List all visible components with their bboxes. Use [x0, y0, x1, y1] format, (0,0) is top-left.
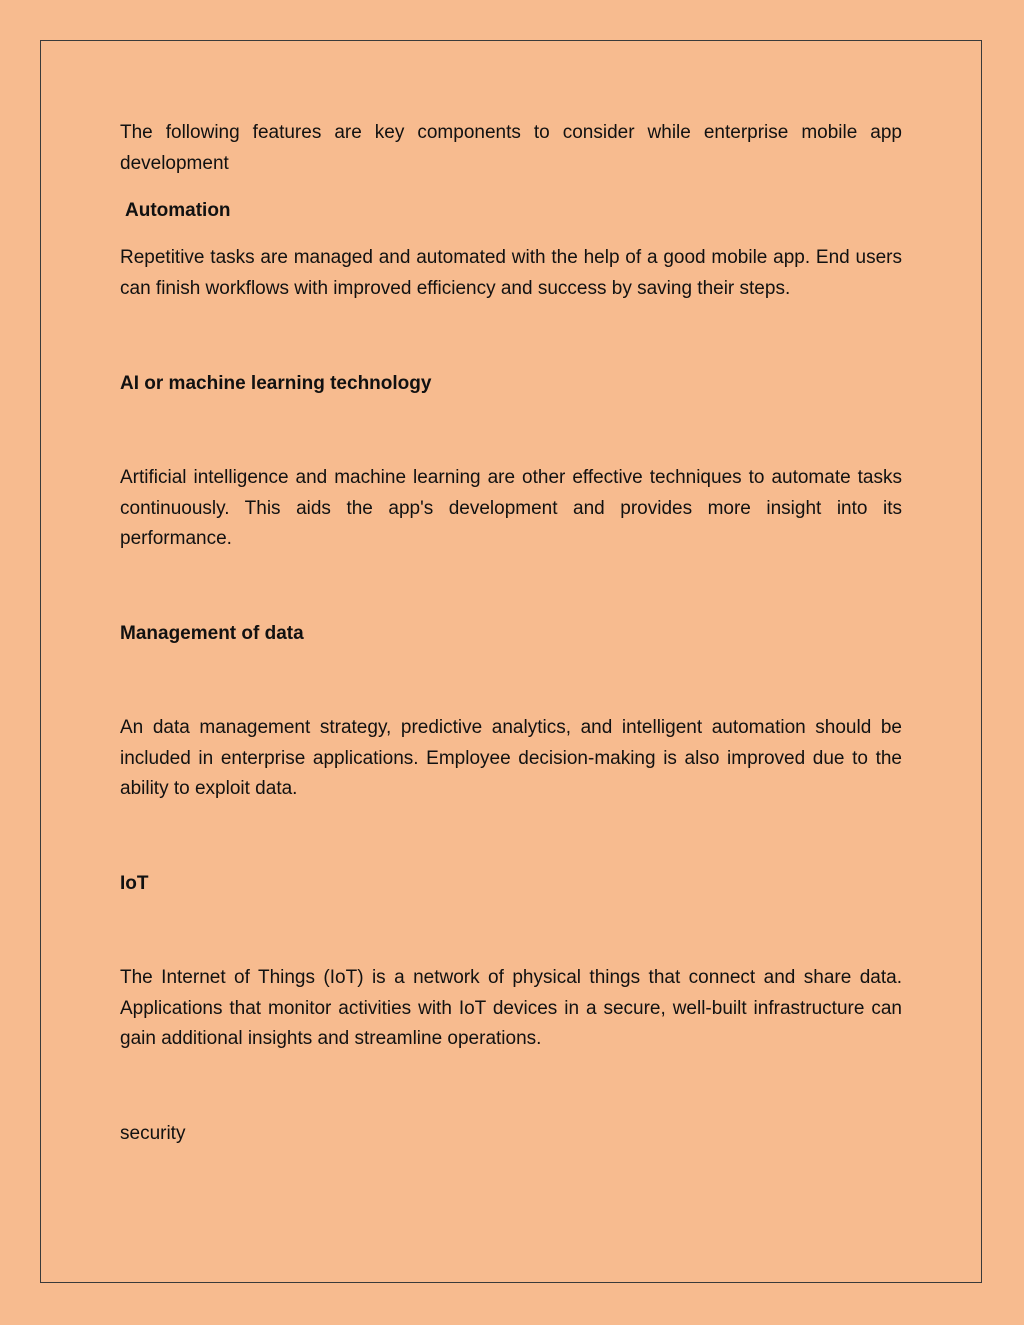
section-body-data-management: An data management strategy, predictive analytics, and intelligent automation should be included in enterprise applications. Employee decision-making is also improved due to the ability to exploit data. — [120, 717, 902, 799]
section-heading-iot: IoT — [120, 873, 149, 894]
section-body-automation: Repetitive tasks are managed and automated with the help of a good mobile app. End users can finish workflows with improved efficiency and success by saving their steps. — [120, 247, 902, 299]
intro-paragraph: The following features are key components to consider while enterprise mobile app development — [120, 122, 902, 174]
section-heading-automation: Automation — [125, 200, 231, 221]
section-body-ai-ml: Artificial intelligence and machine learning are other effective techniques to automate tasks continuously. This aids the app's development and provides more insight into its performance. — [120, 467, 902, 549]
page-border-frame — [40, 40, 982, 1283]
section-heading-security: security — [120, 1123, 186, 1144]
section-heading-ai-ml: AI or machine learning technology — [120, 373, 432, 394]
section-heading-data-management: Management of data — [120, 623, 304, 644]
section-body-iot: The Internet of Things (IoT) is a network of physical things that connect and share data. Applications that monitor activities with IoT devices in a secure, well-built infrastructure can gain additional insights and streamline operations. — [120, 967, 902, 1049]
